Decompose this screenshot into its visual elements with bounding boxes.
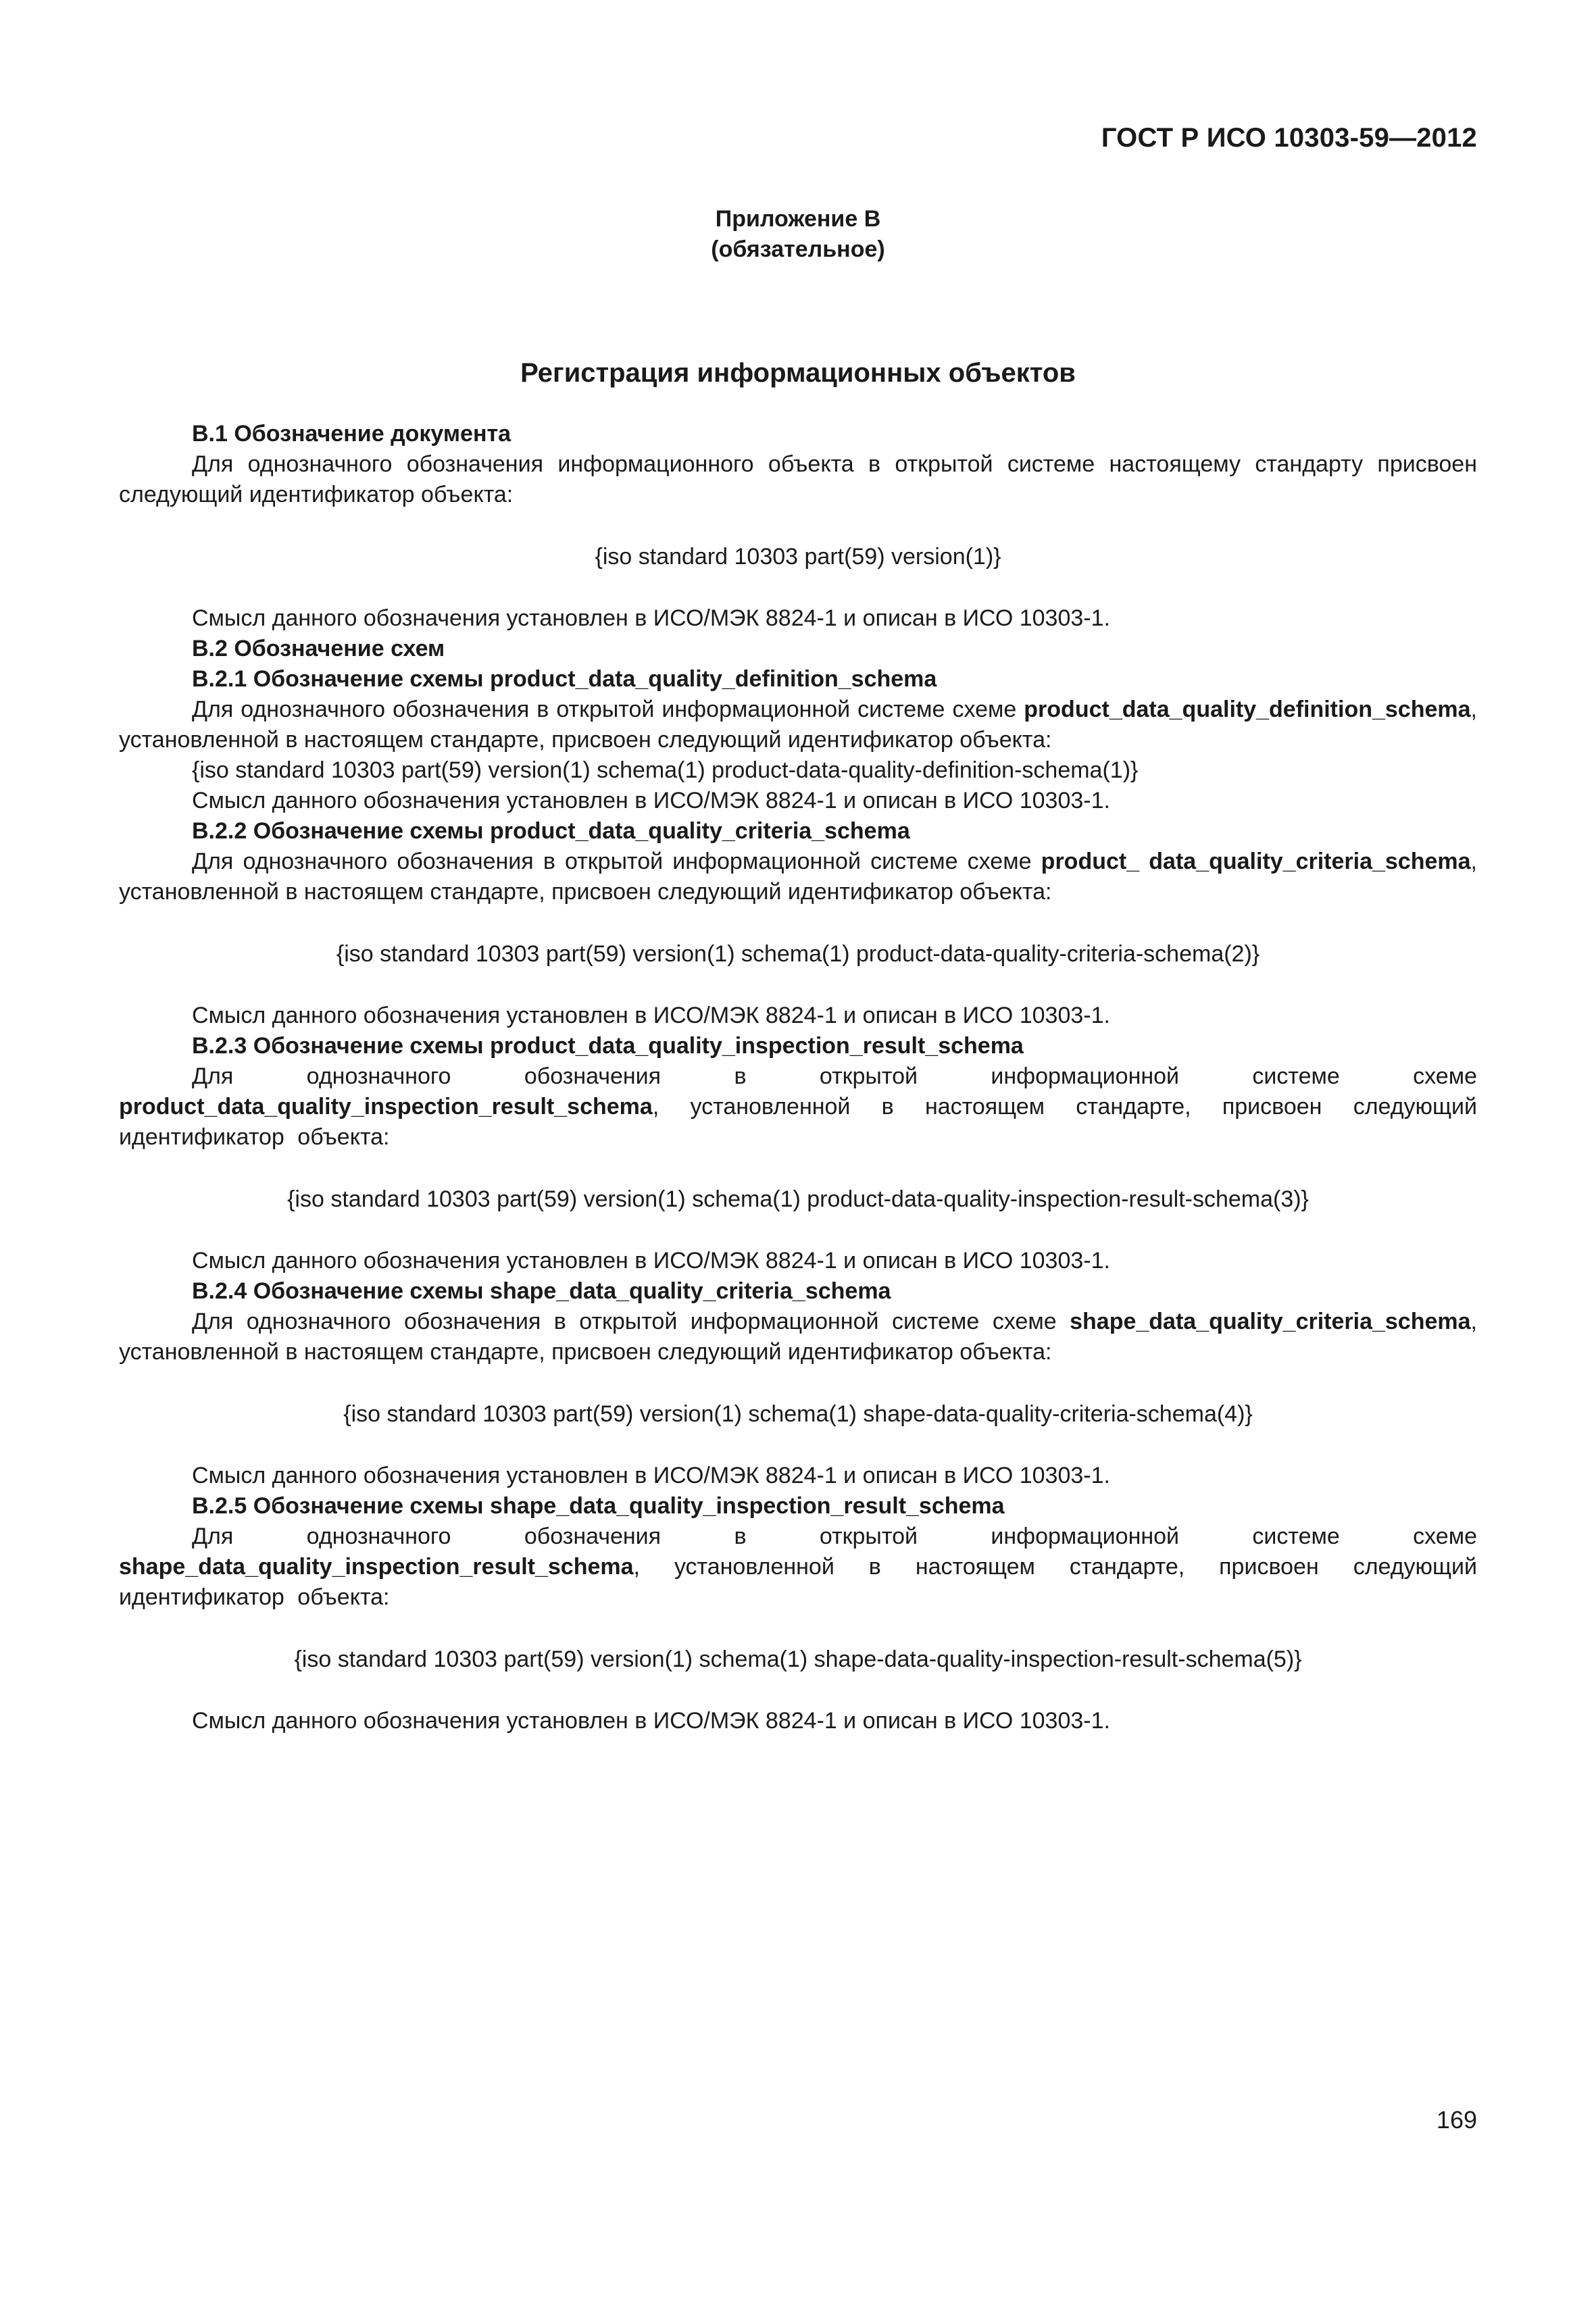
page-number: 169 [1436,2106,1477,2134]
text-after: , установленной в настоящем стандарте, присвоен следующий идентификатор объекта: [119,1554,1477,1610]
object-identifier-b25: {iso standard 10303 part(59) version(1) schema(1) shape-data-quality-inspection-result-schema(5)} [294,1646,1302,1672]
section-heading-b25: В.2.5 Обозначение схемы shape_data_quality_inspection_result_schema [192,1493,1005,1519]
section-heading-b22: В.2.2 Обозначение схемы product_data_quality_criteria_schema [192,818,910,844]
section-heading-b23: В.2.3 Обозначение схемы product_data_quality_inspection_result_schema [192,1033,1024,1059]
meaning-note-b21: Смысл данного обозначения установлен в ИСО/МЭК 8824-1 и описан в ИСО 10303-1. [192,788,1110,813]
text-after: , установленной в настоящем стандарте, присвоен следующий идентификатор объекта: [119,697,1477,753]
meaning-note-b24: Смысл данного обозначения установлен в ИСО/МЭК 8824-1 и описан в ИСО 10303-1. [192,1463,1110,1488]
schema-name: shape_data_quality_inspection_result_schema [119,1554,634,1580]
schema-name: product_ data_quality_criteria_schema [1041,849,1471,874]
annex-body [119,419,1477,1736]
object-identifier-b24: {iso standard 10303 part(59) version(1) schema(1) shape-data-quality-criteria-schema(4)} [343,1401,1253,1427]
object-identifier-b23: {iso standard 10303 part(59) version(1) schema(1) product-data-quality-inspection-result-schema(3)} [287,1186,1309,1212]
text-after: , установленной в настоящем стандарте, присвоен следующий идентификатор объекта: [119,1094,1477,1150]
annex-label: Приложение В [715,206,881,232]
object-identifier-b22: {iso standard 10303 part(59) version(1) schema(1) product-data-quality-criteria-schema(2)} [336,941,1260,967]
object-identifier-b21: {iso standard 10303 part(59) version(1) schema(1) product-data-quality-definition-schema(1)} [192,757,1139,783]
section-text-b21 [119,695,1477,755]
annex-title: Регистрация информационных объектов [520,358,1076,388]
section-text-b23 [119,1061,1477,1153]
text-before: Для однозначного обозначения в открытой информационной системе схеме [192,1309,1070,1334]
meaning-note-b22: Смысл данного обозначения установлен в ИСО/МЭК 8824-1 и описан в ИСО 10303-1. [192,1003,1110,1028]
section-heading-b24: В.2.4 Обозначение схемы shape_data_quality_criteria_schema [192,1278,891,1304]
section-text-b24 [119,1307,1477,1367]
section-heading-b2: В.2 Обозначение схем [192,636,445,661]
annex-status: (обязательное) [711,236,885,262]
text-before: Для однозначного обозначения в открытой информационной системе схеме [192,1063,1477,1089]
text-after: , установленной в настоящем стандарте, присвоен следующий идентификатор объекта: [119,1309,1477,1365]
section-text-b1: Для однозначного обозначения информационного объекта в открытой системе настоящему стандарту присвоен следующий идентификатор объекта: [119,451,1477,507]
schema-name: shape_data_quality_criteria_schema [1070,1309,1471,1334]
text-before: Для однозначного обозначения в открытой информационной системе схеме [192,697,1024,722]
standard-designation: ГОСТ Р ИСО 10303-59—2012 [1101,123,1477,153]
section-text-b25 [119,1521,1477,1613]
schema-name: product_data_quality_inspection_result_schema [119,1094,653,1120]
schema-name: product_data_quality_definition_schema [1024,697,1471,722]
section-heading-b1: В.1 Обозначение документа [192,421,512,447]
text-before: Для однозначного обозначения в открытой информационной системе схеме [192,849,1041,874]
text-before: Для однозначного обозначения в открытой информационной системе схеме [192,1524,1477,1549]
meaning-note-b1: Смысл данного обозначения установлен в ИСО/МЭК 8824-1 и описан в ИСО 10303-1. [192,605,1110,631]
text-after: , установленной в настоящем стандарте, присвоен следующий идентификатор объекта: [119,849,1477,905]
meaning-note-b25: Смысл данного обозначения установлен в ИСО/МЭК 8824-1 и описан в ИСО 10303-1. [192,1708,1110,1734]
meaning-note-b23: Смысл данного обозначения установлен в ИСО/МЭК 8824-1 и описан в ИСО 10303-1. [192,1248,1110,1274]
section-text-b22 [119,847,1477,907]
section-heading-b21: В.2.1 Обозначение схемы product_data_quality_definition_schema [192,666,937,692]
object-identifier-b1: {iso standard 10303 part(59) version(1)} [595,544,1001,570]
